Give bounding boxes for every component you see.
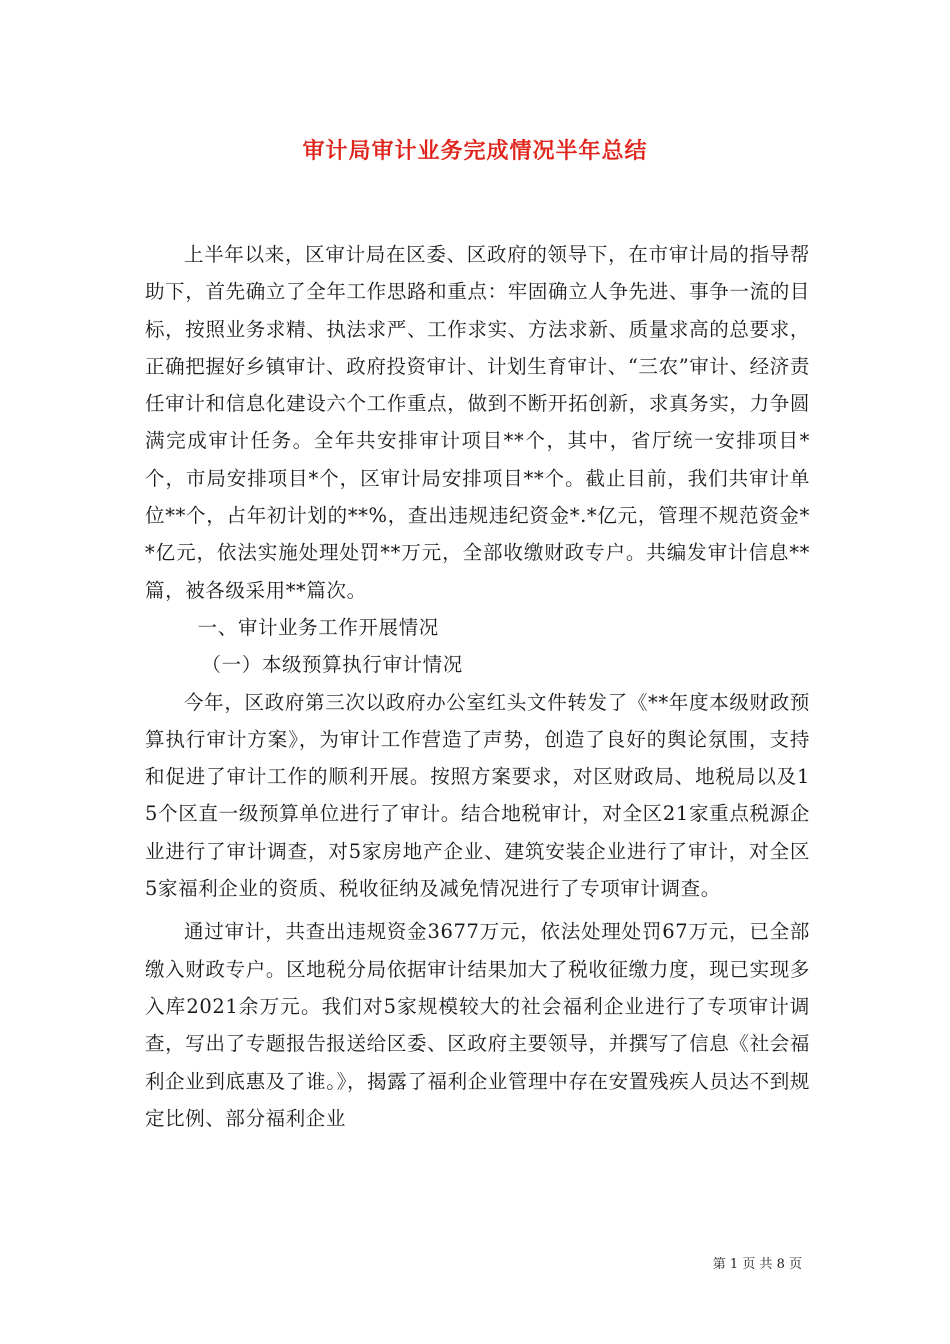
paragraph-intro: 上半年以来，区审计局在区委、区政府的领导下，在市审计局的指导帮助下，首先确立了全年工作思路和重点：牢固确立人争先进、事争一流的目标，按照业务求精、执法求严、工作求实、方法求新、质量求高的总要求，正确把握好乡镇审计、政府投资审计、计划生育审计、“三农”审计、经济责任审计和信息化建设六个工作重点，做到不断开拓创新，求真务实，力争圆满完成审计任务。全年共安排审计项目**个，其中，省厅统一安排项目*个，市局安排项目*个，区审计局安排项目**个。截止目前，我们共审计单位**个，占年初计划的**%，查出违规违纪资金*.*亿元，管理不规范资金**亿元，依法实施处理处罚**万元，全部收缴财政专户。共编发审计信息**篇，被各级采用**篇次。 — [145, 243, 810, 602]
paragraph-budget-audit: 今年，区政府第三次以政府办公室红头文件转发了《**年度本级财政预算执行审计方案》，为审计工作营造了声势，创造了良好的舆论氛围，支持和促进了审计工作的顺利开展。按照方案要求，对区财政局、地税局以及15个区直一级预算单位进行了审计。结合地税审计，对全区21家重点税源企业进行了审计调查，对5家房地产企业、建筑安装企业进行了审计，对全区5家福利企业的资质、税收征纳及减免情况进行了专项审计调查。 — [145, 690, 810, 901]
section-heading: 一、审计业务工作开展情况 — [197, 615, 439, 639]
document-title: 审计局审计业务完成情况半年总结 — [302, 138, 648, 164]
document-body — [145, 236, 810, 1137]
paragraph-audit-results: 通过审计，共查出违规资金3677万元，依法处理处罚67万元，已全部缴入财政专户。区地税分局依据审计结果加大了税收征缴力度，现已实现多入库2021余万元。我们对5家规模较大的社会福利企业进行了专项审计调查，写出了专题报告报送给区委、区政府主要领导，并撰写了信息《社会福利企业到底惠及了谁。》，揭露了福利企业管理中存在安置残疾人员达不到规定比例、部分福利企业 — [145, 920, 810, 1130]
subsection-heading: （一）本级预算执行审计情况 — [201, 653, 463, 677]
page-number: 第 1 页 共 8 页 — [712, 1257, 802, 1272]
